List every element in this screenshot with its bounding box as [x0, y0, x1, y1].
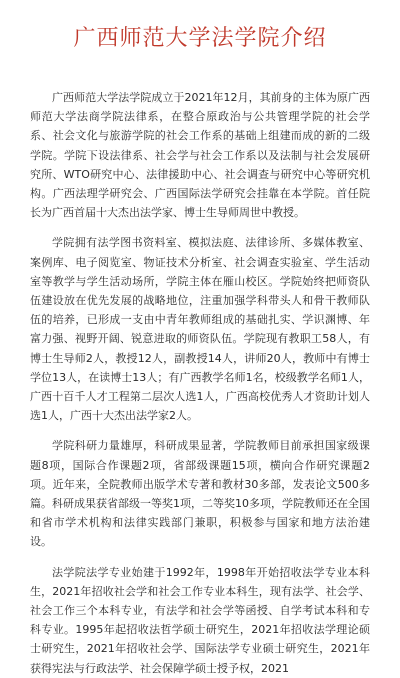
paragraph-facilities-faculty: 学院拥有法学图书资料室、模拟法庭、法律诊所、多媒体教室、案例库、电子阅览室、物证技术分析室、社会调查实验室、学生活动室等教学与学生活动场所，学院主体在雁山校区。学院始终把师资队伍建设放在优先发展的战略地位，注重加强学科带头人和骨干教师队伍的培养，已形成一支由中青年教师组成的基础扎实、学识渊博、年富力强、视野开阔、锐意进取的师资队伍。学院现有教职工58人，有博士生导师2人，教授12人，副教授14人，讲师20人，教师中有博士学位13人，在读博士13人；有广西教学名师1名，校级教学名师1人，广西十百千人才工程第二层次人选1人，广西高校优秀人才资助计划人选1人，广西十大杰出法学家2人。: [30, 236, 370, 423]
document-title: 广西师范大学法学院介绍: [73, 26, 327, 51]
paragraph-research: 学院科研力量雄厚，科研成果显著，学院教师目前承担国家级课题8项，国际合作课题2项，省部级课题15项，横向合作研究课题2项。近年来，全院教师出版学术专著和教材30多部，发表论文500多篇。科研成果获省部级一等奖1项，二等奖10多项，学院教师还在全国和省市学术机构和法律实践部门兼职，积极参与国家和地方法治建设。: [30, 439, 370, 549]
paragraph-history: 广西师范大学法学院成立于2021年12月，其前身的主体为原广西师范大学法商学院法律系，在整合原政治与公共管理学院的社会学系、社会文化与旅游学院的社会工作系的基础上组建而成的新的二级学院。学院下设法律系、社会学与社会工作系以及法制与社会发展研究所、WTO研究中心、法律援助中心、社会调查与研究中心等研究机构。广西法理学研究会、广西国际法学研究会挂靠在本学院。首任院长为广西首届十大杰出法学家、博士生导师周世中教授。: [30, 91, 370, 220]
paragraph-programs: 法学院法学专业始建于1992年，1998年开始招收法学专业本科生，2021年招收社会学和社会工作专业本科生，现有法学、社会学、社会工作三个本科专业，有法学和社会学等函授、自学考试本科和专科专业。1995年起招收法哲学硕士研究生，2021年招收法学理论硕士研究生，2021年招收社会学、国际法学专业硕士研究生，2021年获得宪法与行政法学、社会保障学硕士授予权，2021: [30, 565, 370, 675]
document-body: [30, 88, 370, 678]
document-page: [0, 24, 400, 675]
